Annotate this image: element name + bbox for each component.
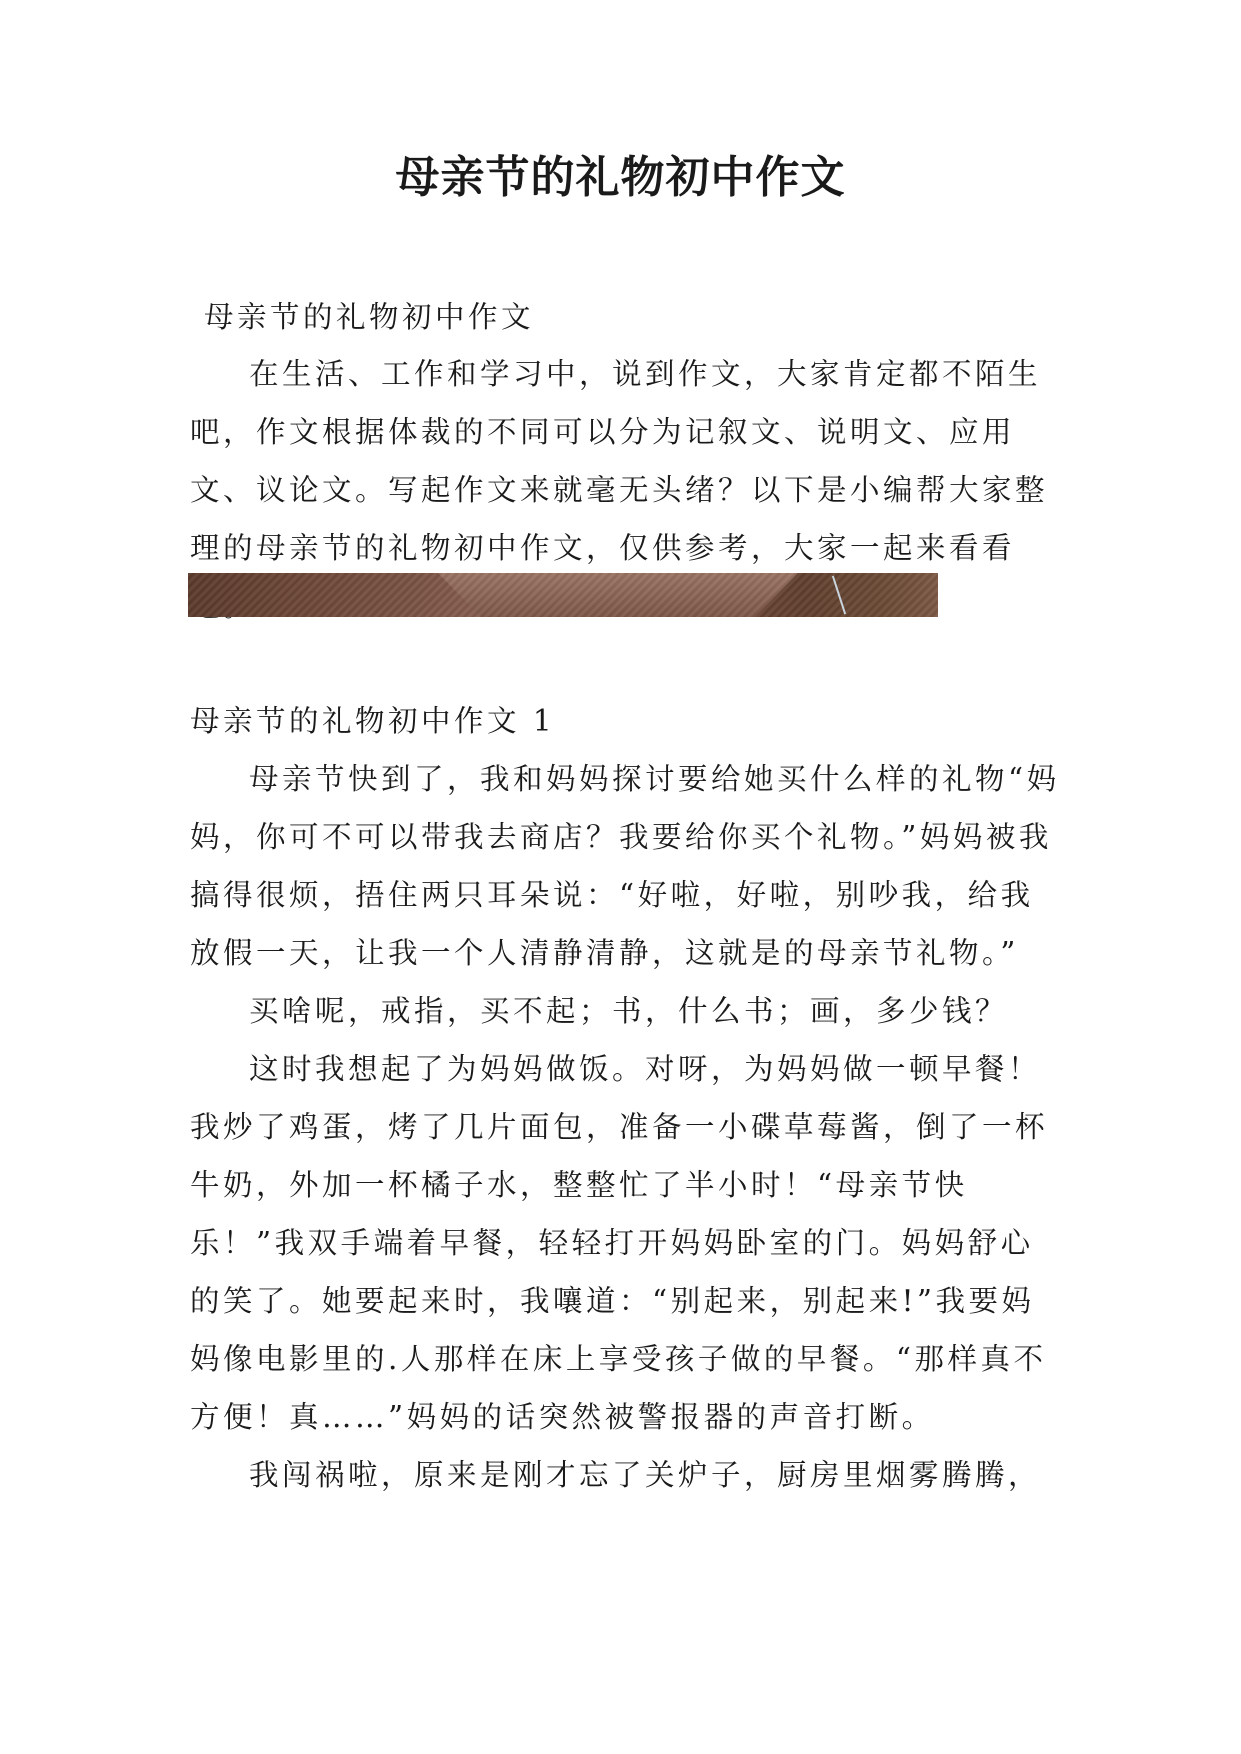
document-subtitle: 母亲节的礼物初中作文 xyxy=(204,300,535,334)
story-block xyxy=(190,750,1060,1504)
intro-paragraph: 在生活、工作和学习中，说到作文，大家肯定都不陌生吧，作文根据体裁的不同可以分为记叙文、说明文、应用文、议论文。写起作文来就毫无头绪？以下是小编帮大家整理的母亲节的礼物初中作文，仅供参考，大家一起来看看 xyxy=(190,357,1049,565)
banner-photo xyxy=(188,573,938,617)
story-paragraph-2: 买啥呢，戒指，买不起；书，什么书；画，多少钱？ xyxy=(249,994,1009,1028)
story-paragraph-3: 这时我想起了为妈妈做饭。对呀，为妈妈做一顿早餐！我炒了鸡蛋，烤了几片面包，准备一小碟草莓酱，倒了一杯牛奶，外加一杯橘子水，整整忙了半小时！“母亲节快乐！”我双手端着早餐，轻轻打开妈妈卧室的门。妈妈舒心的笑了。她要起来时，我嚷道：“别起来，别起来!”我要妈妈像电影里的.人那样在床上享受孩子做的早餐。“那样真不方便！真……”妈妈的话突然被警报器的声音打断。 xyxy=(190,1052,1049,1434)
story-paragraph-4: 我闯祸啦，原来是刚才忘了关炉子，厨房里烟雾腾腾， xyxy=(249,1458,1042,1492)
document-title: 母亲节的礼物初中作文 xyxy=(395,152,846,203)
photo-texture xyxy=(188,573,938,617)
section-heading: 母亲节的礼物初中作文 1 xyxy=(190,704,556,738)
story-paragraph-1: 母亲节快到了，我和妈妈探讨要给她买什么样的礼物“妈妈，你可不可以带我去商店？我要给你买个礼物。”妈妈被我搞得很烦，捂住两只耳朵说：“好啦，好啦，别吵我，给我放假一天，让我一个人清静清静，这就是的母亲节礼物。” xyxy=(190,762,1060,970)
